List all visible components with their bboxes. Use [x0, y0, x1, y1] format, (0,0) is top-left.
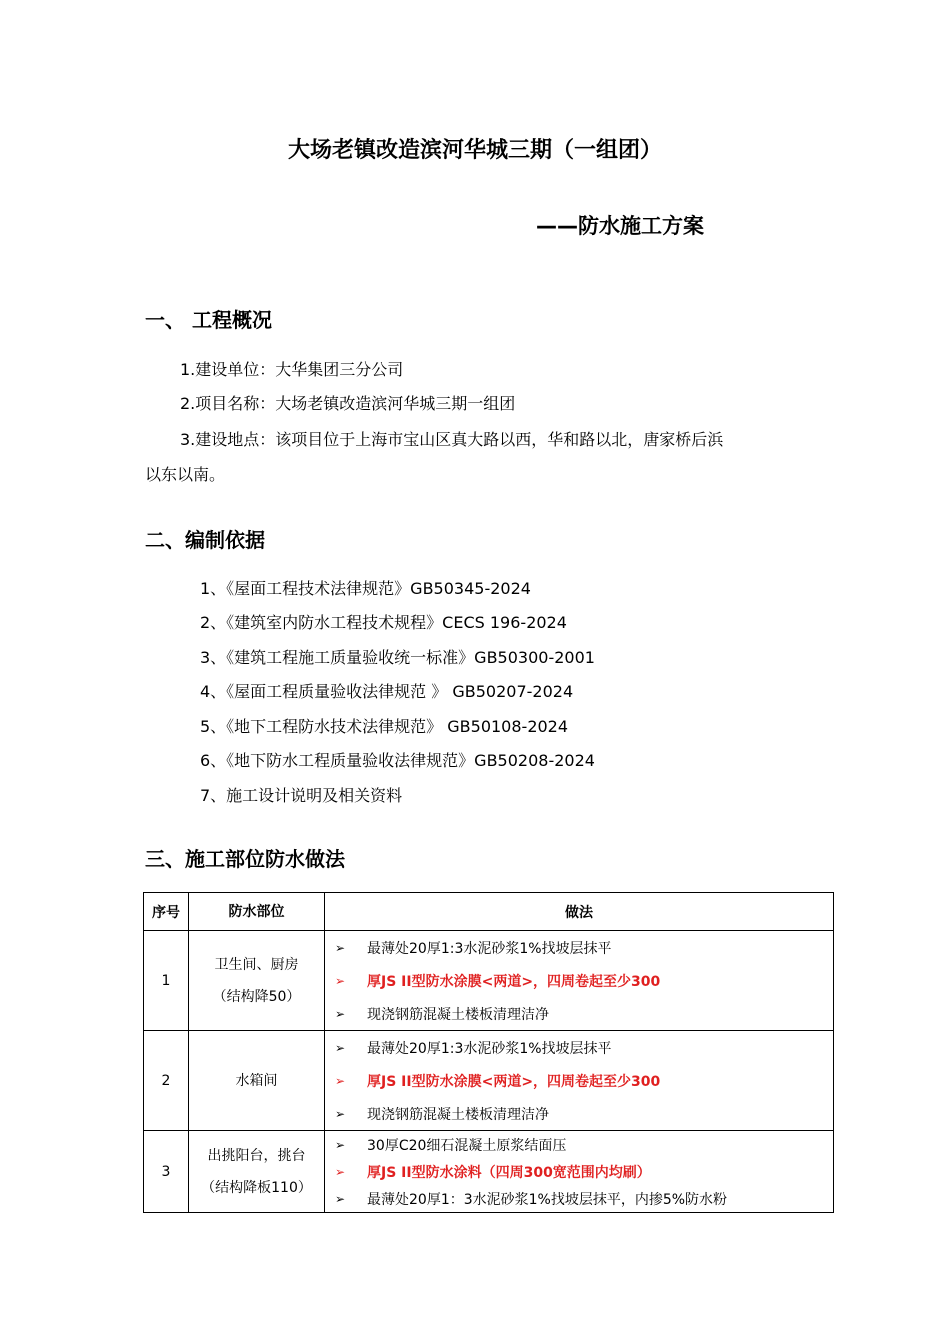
row-number: 1: [144, 931, 189, 1031]
basis-item: 3、《建筑工程施工质量验收统一标准》GB50300-2001: [200, 648, 595, 667]
table-row: [144, 1131, 834, 1213]
method-step: 最薄处20厚1:3水泥砂浆1%找坡层抹平: [367, 940, 612, 957]
row-part: [189, 1131, 325, 1213]
arrow-bullet-icon: ➢: [335, 1106, 346, 1121]
document-title: 大场老镇改造滨河华城三期（一组团）: [287, 138, 662, 163]
basis-item: 5、《地下工程防水技术法律规范》 GB50108-2024: [200, 717, 569, 736]
part-line: 卫生间、厨房: [214, 956, 299, 973]
overview-item: 1.建设单位：大华集团三分公司: [180, 360, 404, 379]
method-step: 30厚C20细石混凝土原浆结面压: [367, 1137, 567, 1154]
arrow-bullet-icon: ➢: [335, 973, 346, 988]
header-number: 序号: [144, 893, 189, 931]
arrow-bullet-icon: ➢: [335, 1191, 346, 1206]
method-step: 最薄处20厚1:3水泥砂浆1%找坡层抹平: [367, 1040, 612, 1057]
row-number: 3: [144, 1131, 189, 1213]
section-heading-basis: 二、编制依据: [145, 528, 265, 552]
row-part: [189, 931, 325, 1031]
part-line: 出挑阳台，挑台: [207, 1147, 306, 1164]
waterproofing-table: [143, 892, 834, 1213]
method-step-highlight: 厚JS II型防水涂膜<两道>，四周卷起至少300: [367, 1073, 661, 1090]
section-heading-overview: 一、 工程概况: [145, 308, 272, 332]
overview-item: 3.建设地点：该项目位于上海市宝山区真大路以西，华和路以北，唐家桥后浜: [180, 430, 724, 449]
table-row: [144, 931, 834, 1031]
arrow-bullet-icon: ➢: [335, 1137, 346, 1152]
method-step-highlight: 厚JS II型防水涂膜<两道>，四周卷起至少300: [367, 973, 661, 990]
row-methods: [325, 1031, 834, 1131]
basis-item: 1、《屋面工程技术法律规范》GB50345-2024: [200, 579, 531, 598]
header-part: 防水部位: [189, 893, 325, 931]
method-step-highlight: 厚JS II型防水涂料（四周300宽范围内均刷）: [367, 1164, 651, 1181]
part-line: （结构降板110）: [201, 1179, 312, 1196]
arrow-bullet-icon: ➢: [335, 1006, 346, 1021]
overview-item: 2.项目名称：大场老镇改造滨河华城三期一组团: [180, 394, 516, 413]
arrow-bullet-icon: ➢: [335, 1040, 346, 1055]
basis-item: 2、《建筑室内防水工程技术规程》CECS 196-2024: [200, 613, 567, 632]
row-part: [189, 1031, 325, 1131]
overview-item-continued: 以东以南。: [145, 465, 226, 484]
header-method: 做法: [325, 893, 834, 931]
basis-item: 6、《地下防水工程质量验收法律规范》GB50208-2024: [200, 751, 595, 770]
method-step: 现浇钢筋混凝土楼板清理洁净: [367, 1006, 549, 1023]
arrow-bullet-icon: ➢: [335, 940, 346, 955]
method-step: 现浇钢筋混凝土楼板清理洁净: [367, 1106, 549, 1123]
row-methods: [325, 931, 834, 1031]
basis-item: 7、施工设计说明及相关资料: [200, 786, 403, 805]
row-methods: [325, 1131, 834, 1213]
table-header-row: [144, 893, 834, 931]
method-step: 最薄处20厚1：3水泥砂浆1%找坡层抹平，内掺5%防水粉: [367, 1191, 728, 1208]
basis-item: 4、《屋面工程质量验收法律规范 》 GB50207-2024: [200, 682, 574, 701]
section-heading-methods: 三、施工部位防水做法: [145, 847, 345, 871]
table-row: [144, 1031, 834, 1131]
row-number: 2: [144, 1031, 189, 1131]
document-subtitle: ——防水施工方案: [536, 214, 704, 238]
arrow-bullet-icon: ➢: [335, 1164, 346, 1179]
arrow-bullet-icon: ➢: [335, 1073, 346, 1088]
part-line: （结构降50）: [212, 988, 301, 1005]
part-line: 水箱间: [235, 1072, 278, 1089]
